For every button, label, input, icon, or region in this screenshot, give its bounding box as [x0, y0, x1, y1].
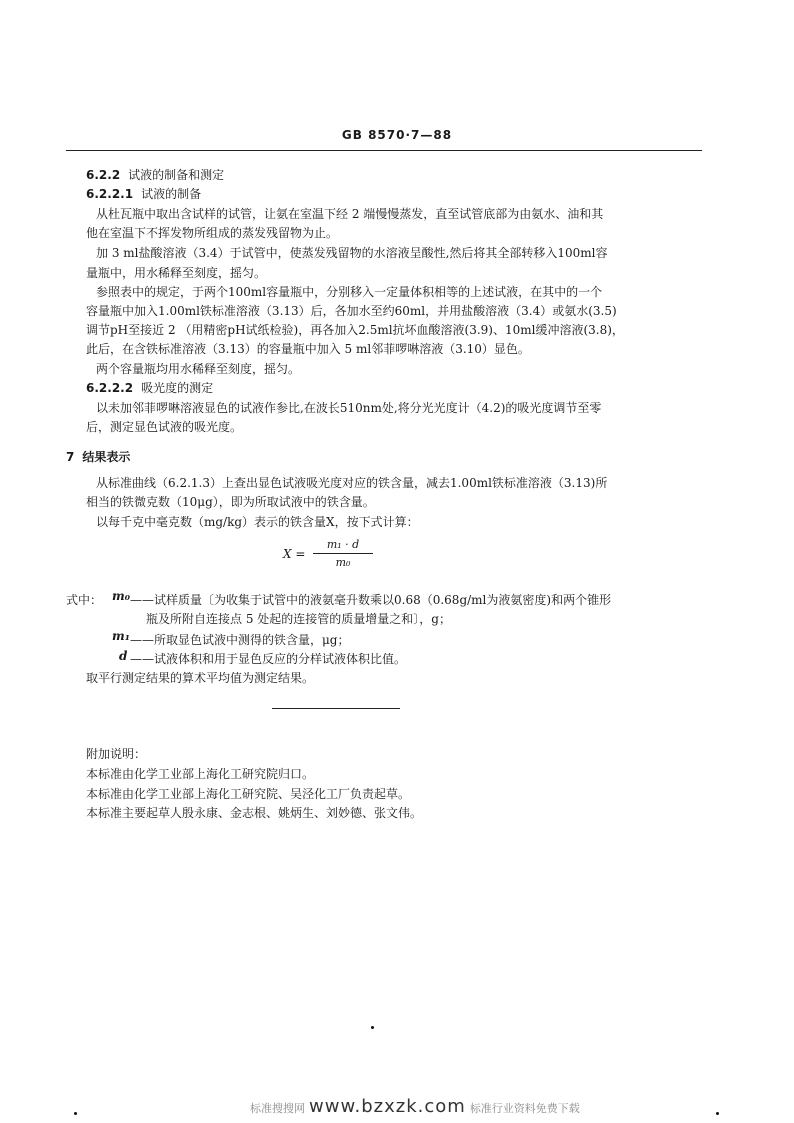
section-number: 6.2.2 [86, 168, 121, 182]
definition-line: 瓶及所附自连接点 5 处起的连接管的质量增量之和〕，g； [146, 612, 451, 626]
section-6-2-2-heading [86, 166, 224, 183]
watermark [250, 1096, 580, 1117]
scan-speck [371, 1026, 374, 1029]
appendix-title: 附加说明： [86, 747, 147, 761]
end-separator-rule [272, 708, 400, 709]
header-rule [66, 150, 702, 151]
paragraph-line: 从标准曲线（6.2.1.3）上查出显色试液吸光度对应的铁含量，减去1.00ml铁标准溶液（3.13)所 [96, 476, 608, 490]
paragraph-line: 两个容量瓶均用水稀释至刻度，摇匀。 [96, 362, 301, 376]
scan-speck [716, 1112, 719, 1115]
definition-line: ——所取显色试液中测得的铁含量，μg； [130, 633, 350, 647]
formula-denominator: m₀ [335, 556, 351, 569]
paragraph-line: 相当的铁微克数（10μg），即为所取试液中的铁含量。 [86, 495, 375, 509]
section-6-2-2-1-heading [86, 185, 201, 202]
section-title: 吸光度的测定 [141, 381, 214, 395]
formula-lhs: X = [283, 547, 306, 561]
appendix-line: 本标准由化学工业部上海化工研究院、吴泾化工厂负责起草。 [86, 787, 411, 801]
watermark-left: 标准搜搜网 [250, 1102, 305, 1115]
paragraph-line: 调节pH至接近 2 （用精密pH试纸检验)，再各加入2.5ml抗坏血酸溶液(3.9)、10ml缓冲溶液(3.8)， [86, 323, 624, 337]
paragraph-line: 他在室温下不挥发物所组成的蒸发残留物为止。 [86, 226, 339, 240]
section-number: 7 [66, 450, 75, 464]
section-number: 6.2.2.1 [86, 187, 134, 201]
definition-line: ——试样质量〔为收集于试管中的液氨毫升数乘以0.68（0.68g/ml为液氨密度)和两个锥形 [130, 593, 612, 607]
paragraph-line: 从杜瓦瓶中取出含试样的试管，让氨在室温下经 2 端慢慢蒸发，直至试管底部为由氨水、油和其 [96, 207, 604, 221]
paragraph-line: 加 3 ml盐酸溶液（3.4）于试管中，使蒸发残留物的水溶液呈酸性,然后将其全部转移入100ml容 [96, 246, 608, 260]
appendix-line: 本标准由化学工业部上海化工研究院归口。 [86, 767, 315, 781]
paragraph-line: 以未加邻菲啰啉溶液显色的试液作参比,在波长510nm处,将分光光度计（4.2)的吸光度调节至零 [96, 401, 602, 415]
section-7-heading [66, 448, 130, 465]
symbol-d: d [119, 649, 128, 663]
section-number: 6.2.2.2 [86, 381, 134, 395]
section-title: 试液的制备和测定 [128, 168, 225, 182]
where-label: 式中： [66, 593, 103, 607]
paragraph-line: 容量瓶中加入1.00ml铁标准溶液（3.13）后，各加水至约60ml，并用盐酸溶液（3.4）或氨水(3.5) [86, 304, 617, 318]
watermark-url: www.bzxzk.com [309, 1096, 466, 1117]
conclusion-line: 取平行测定结果的算术平均值为测定结果。 [86, 671, 315, 685]
formula-fraction [313, 538, 373, 569]
symbol-m0: m₀ [112, 589, 130, 603]
watermark-right: 标准行业资料免费下载 [469, 1102, 580, 1115]
scan-speck [74, 1112, 77, 1115]
appendix-line: 本标准主要起草人殷永康、金志根、姚炳生、刘妙德、张文伟。 [86, 806, 423, 820]
symbol-m1: m₁ [112, 629, 130, 643]
paragraph-line: 此后，在含铁标准溶液（3.13）的容量瓶中加入 5 ml邻菲啰啉溶液（3.10）显色。 [86, 342, 530, 356]
paragraph-line: 后，测定显色试液的吸光度。 [86, 420, 243, 434]
paragraph-line: 参照表中的规定，于两个100ml容量瓶中，分别移入一定量体积相等的上述试液，在其中的一个 [96, 285, 603, 299]
standard-code-header: GB 8570·7—88 [341, 128, 453, 142]
paragraph-line: 量瓶中，用水稀释至刻度，摇匀。 [86, 266, 267, 280]
definition-line: ——试液体积和用于显色反应的分样试液体积比值。 [130, 652, 407, 666]
paragraph-line: 以每千克中毫克数（mg/kg）表示的铁含量X，按下式计算： [96, 515, 419, 529]
section-6-2-2-2-heading [86, 379, 213, 396]
section-title: 试液的制备 [141, 187, 202, 201]
formula-numerator: m₁ · d [313, 538, 373, 554]
section-title: 结果表示 [82, 450, 131, 464]
